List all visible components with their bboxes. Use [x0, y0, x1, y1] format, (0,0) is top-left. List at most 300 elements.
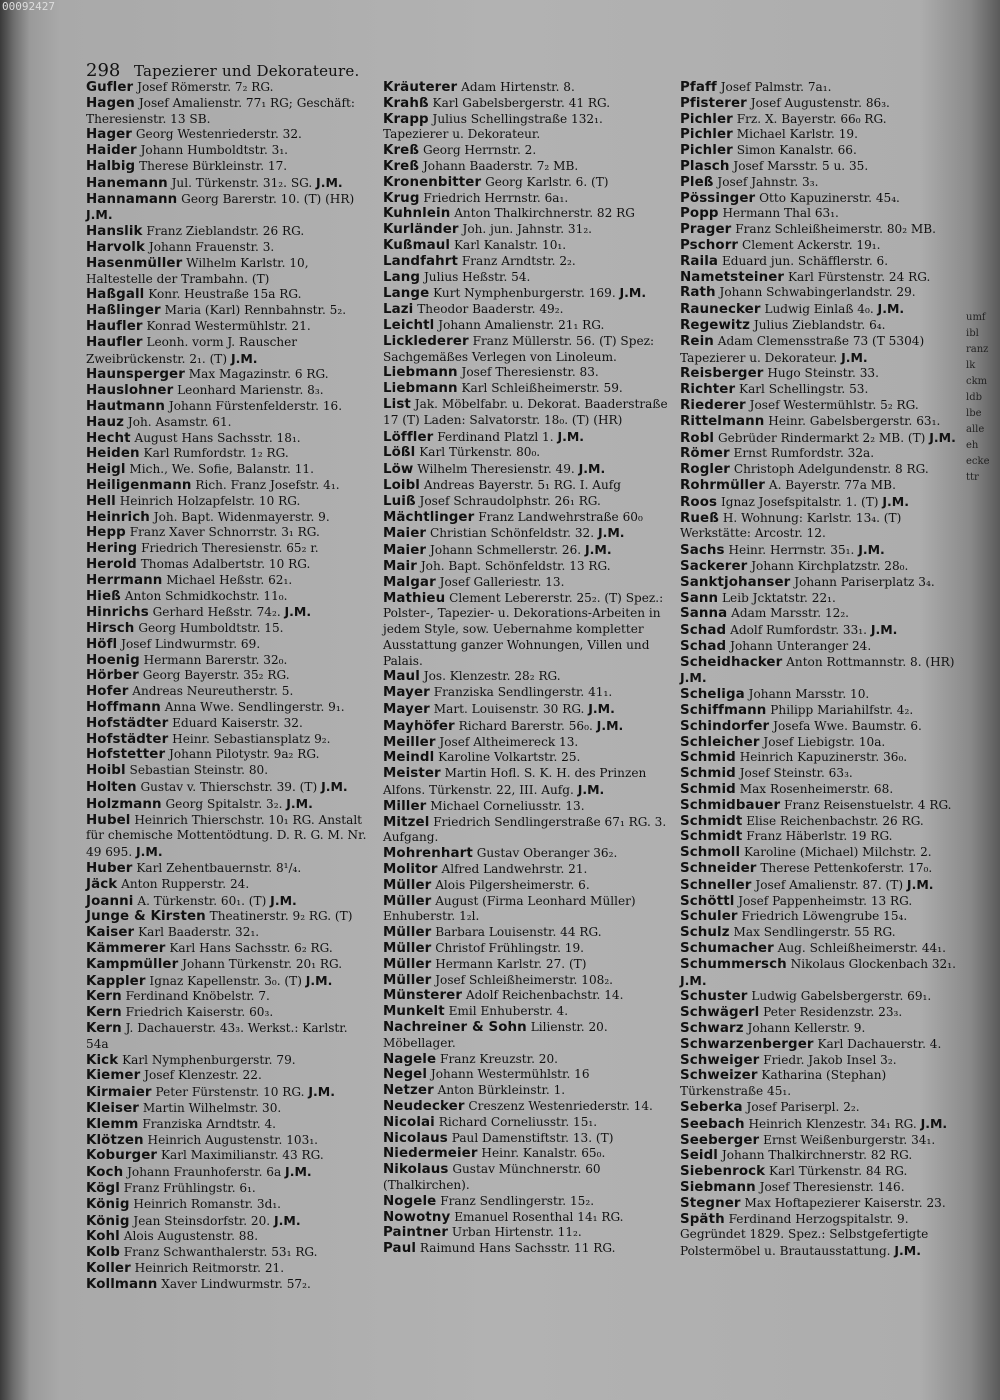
directory-entry: [86, 383, 372, 399]
directory-entry: [86, 1117, 372, 1133]
directory-entry: [383, 701, 671, 718]
entry-name: Roos: [680, 494, 718, 510]
directory-entry: [86, 510, 372, 526]
entry-name: Rogler: [680, 462, 730, 478]
directory-entry: [680, 191, 962, 207]
entry-details: Johann Pilotystr. 9a₂ RG.: [169, 747, 320, 762]
directory-entry: [86, 732, 372, 748]
directory-entry: [680, 80, 962, 96]
entry-name: Kern: [86, 1005, 122, 1021]
directory-entry: [383, 206, 671, 222]
entry-name: Lang: [383, 269, 421, 285]
entry-details: Andreas Bayerstr. 5₁ RG. I. Aufg: [423, 477, 622, 492]
directory-entry: [86, 909, 372, 925]
entry-details: Michael Karlstr. 19.: [736, 127, 858, 142]
directory-entry: [680, 222, 962, 238]
entry-details: Otto Kapuzinerstr. 45₄.: [759, 190, 900, 205]
directory-entry: [86, 861, 372, 877]
directory-entry: [86, 287, 372, 303]
entry-details: Ferdinand Platzl 1.: [437, 429, 554, 444]
directory-entry: [383, 494, 671, 510]
entry-name: Herold: [86, 556, 137, 572]
entry-details: Heinrich Romanstr. 3d₁.: [133, 1196, 282, 1211]
entry-name: Maier: [383, 526, 427, 542]
directory-entry: [680, 334, 962, 367]
directory-entry: [86, 1101, 372, 1117]
directory-entry: [680, 238, 962, 254]
entry-name: Lange: [383, 286, 430, 302]
directory-entry: [680, 511, 962, 543]
entry-details: Adolf Reichenbachstr. 14.: [465, 988, 624, 1003]
directory-entry: [86, 1068, 372, 1084]
entry-name: Kolb: [86, 1245, 120, 1261]
entry-details: Joh. Bapt. Widenmayerstr. 9.: [153, 509, 330, 524]
entry-details: Adam Clemensstraße 73 (T 5304) Tapezierer u. Dekorateur.: [680, 333, 925, 365]
entry-name: Scheidhacker: [680, 654, 783, 670]
directory-entry: [383, 988, 671, 1004]
directory-entry: [383, 669, 671, 685]
entry-name: Mohrenhart: [383, 846, 473, 862]
entry-name: Krug: [383, 190, 420, 206]
guild-member-mark: J.M.: [285, 1164, 312, 1180]
entry-name: Seidl: [680, 1148, 718, 1164]
entry-details: A. Bayerstr. 77a MB.: [768, 477, 896, 492]
entry-name: Heigl: [86, 462, 126, 478]
guild-member-mark: J.M.: [86, 207, 113, 223]
entry-details: Sebastian Steinstr. 80.: [129, 763, 269, 778]
entry-details: Johann Fraunhoferstr. 6a: [127, 1165, 282, 1180]
entry-name: Leichtl: [383, 317, 435, 333]
entry-name: Kern: [86, 1021, 122, 1037]
entry-name: Junge & Kirsten: [86, 909, 206, 925]
adjacent-page-edge: [966, 310, 1000, 486]
entry-details: Eduard Kaiserstr. 32.: [172, 715, 303, 730]
entry-name: Kern: [86, 989, 122, 1005]
entry-details: Karoline Volkartstr. 25.: [438, 750, 581, 765]
directory-entry: [383, 254, 671, 270]
entry-details: Franz Frühlingstr. 6₁.: [123, 1180, 256, 1195]
entry-details: Josef Marsstr. 5 u. 35.: [733, 158, 869, 173]
entry-details: Ferdinand Knöbelstr. 7.: [125, 989, 270, 1004]
directory-entry: [680, 735, 962, 751]
entry-details: Ernst Rumfordstr. 32a.: [733, 446, 875, 461]
entry-name: Schummersch: [680, 956, 787, 972]
entry-details: Aug. Schleißheimerstr. 44₁.: [777, 941, 946, 956]
entry-details: Heinr. Herrnstr. 35₁.: [728, 543, 855, 558]
directory-entry: [383, 365, 671, 381]
entry-name: Müller: [383, 877, 432, 893]
entry-name: Raila: [680, 253, 719, 269]
entry-name: Netzer: [383, 1083, 434, 1099]
entry-name: Römer: [680, 446, 730, 462]
entry-details: Karl Hans Sachsstr. 6₂ RG.: [169, 941, 333, 956]
directory-entry: [86, 893, 372, 910]
directory-entry: [680, 845, 962, 861]
entry-name: Niedermeier: [383, 1146, 478, 1162]
directory-entry: [86, 127, 372, 143]
entry-details: Max Rosenheimerstr. 68.: [739, 782, 894, 797]
entry-name: Schneller: [680, 877, 752, 893]
entry-name: Riederer: [680, 397, 746, 413]
entry-name: Miller: [383, 798, 427, 814]
directory-entry: [383, 270, 671, 286]
entry-details: Wilhelm Theresienstr. 49.: [417, 462, 575, 477]
directory-entry: [383, 159, 671, 175]
entry-name: Haßgall: [86, 287, 145, 303]
entry-name: Luiß: [383, 493, 416, 509]
directory-entry: [680, 861, 962, 877]
directory-entry: [86, 1164, 372, 1181]
entry-name: Müller: [383, 956, 432, 972]
entry-name: Hoibl: [86, 763, 126, 779]
directory-entry: [680, 750, 962, 766]
directory-entry: [383, 750, 671, 766]
entry-name: Kampmüller: [86, 956, 179, 972]
entry-details: Friedrich Theresienstr. 65₂ r.: [141, 541, 319, 556]
directory-entry: [383, 381, 671, 397]
entry-details: Karl Zehentbauernstr. 8¹/₄.: [136, 861, 302, 876]
entry-name: Schweiger: [680, 1052, 760, 1068]
directory-entry: [383, 1099, 671, 1115]
directory-entry: [86, 1197, 372, 1213]
entry-name: Lößl: [383, 445, 416, 461]
directory-entry: [383, 478, 671, 494]
edge-fragment: lk: [966, 360, 976, 371]
entry-details: Thomas Adalbertstr. 10 RG.: [140, 556, 311, 571]
edge-fragment: ttr: [966, 472, 979, 483]
directory-entry: [680, 478, 962, 494]
entry-details: Karl Türkenstr. 80₀.: [419, 445, 541, 460]
entry-name: Schmoll: [680, 845, 741, 861]
entry-details: Alfred Landwehrstr. 21.: [441, 862, 588, 877]
directory-entry: [86, 143, 372, 159]
entry-details: Johann Fürstenfelderstr. 16.: [168, 398, 343, 413]
entry-details: Theatinerstr. 9₂ RG. (T): [209, 909, 353, 924]
entry-details: Josef Liebigstr. 10a.: [763, 734, 886, 749]
entry-name: Koburger: [86, 1148, 158, 1164]
entry-name: Maier: [383, 543, 427, 559]
entry-name: Meindl: [383, 750, 435, 766]
entry-name: Müller: [383, 893, 432, 909]
directory-entry: [383, 766, 671, 799]
entry-details: Karl Schleißheimerstr. 59.: [461, 381, 623, 396]
entry-details: Heinr. Gabelsbergerstr. 63₁.: [768, 413, 941, 428]
entry-details: Creszenz Westenriederstr. 14.: [468, 1099, 653, 1113]
guild-member-mark: J.M.: [270, 892, 297, 908]
entry-details: Josef Westermühlstr. 5₂ RG.: [749, 397, 919, 412]
entry-details: Josef Römerstr. 7₂ RG.: [137, 80, 274, 94]
entry-details: Johann Frauenstr. 3.: [148, 239, 275, 254]
directory-column-3: [680, 80, 962, 1260]
entry-details: Johann Unteranger 24.: [730, 638, 872, 653]
directory-entry: [680, 925, 962, 941]
directory-entry: [86, 716, 372, 732]
entry-name: Mächtlinger: [383, 509, 475, 525]
entry-details: Max Hoftapezierer Kaiserstr. 23.: [744, 1195, 946, 1210]
entry-name: Schwarzenberger: [680, 1036, 814, 1052]
directory-entry: [86, 747, 372, 763]
entry-details: Leonh. vorm J. Rauscher Zweibrückenstr. 2₁. (T): [86, 334, 298, 366]
entry-name: Gufler: [86, 80, 134, 95]
entry-details: Johann Schmellerstr. 26.: [430, 543, 582, 558]
directory-entry: [383, 685, 671, 701]
directory-entry: [680, 96, 962, 112]
entry-details: Johann Schwabingerlandstr. 29.: [719, 285, 916, 300]
entry-details: Mich., We. Sofie, Balanstr. 11.: [129, 462, 314, 477]
directory-entry: [680, 318, 962, 334]
entry-name: Schiffmann: [680, 703, 767, 719]
entry-name: Rein: [680, 333, 714, 349]
directory-entry: [680, 606, 962, 622]
entry-details: Hermann Karlstr. 27. (T): [435, 956, 587, 971]
entry-details: Johann Kirchplatzstr. 28₀.: [751, 558, 909, 573]
entry-name: Paul: [383, 1241, 417, 1257]
entry-details: Friedr. Jakob Insel 3₂.: [763, 1052, 897, 1067]
guild-member-mark: J.M.: [619, 285, 647, 301]
entry-name: Pschorr: [680, 237, 739, 253]
entry-details: Friedrich Kaiserstr. 60₃.: [125, 1005, 274, 1020]
entry-name: Haufler: [86, 318, 143, 334]
directory-entry: [680, 542, 962, 559]
entry-name: Nachreiner & Sohn: [383, 1020, 527, 1036]
entry-details: Lilienstr. 20. Möbellager.: [383, 1020, 608, 1050]
entry-details: Karoline (Michael) Milchstr. 2.: [744, 845, 932, 860]
entry-name: Krahß: [383, 95, 429, 111]
entry-details: Michael Corneliusstr. 13.: [430, 798, 585, 813]
entry-name: Siebenrock: [680, 1164, 766, 1180]
entry-name: Robl: [680, 430, 715, 446]
entry-details: Johann Marsstr. 10.: [748, 687, 870, 702]
directory-entry: [383, 846, 671, 862]
entry-details: Joh. Bapt. Schönfeldstr. 13 RG.: [420, 558, 611, 573]
directory-entry: [680, 894, 962, 910]
guild-member-mark: J.M.: [841, 349, 868, 365]
directory-entry: [680, 782, 962, 798]
directory-entry: [86, 941, 372, 957]
entry-name: Schmidt: [680, 829, 743, 845]
entry-details: Anton Schmidkochstr. 11₀.: [124, 588, 288, 603]
entry-details: Martin Hofl. S. K. H. des Prinzen Alfons. Türkenstr. 22, III. Aufg.: [383, 766, 647, 798]
entry-details: Hermann Thal 63₁.: [722, 206, 839, 221]
entry-name: Rohrmüller: [680, 477, 765, 493]
edge-fragment: ecke: [966, 456, 990, 467]
entry-name: Schmid: [680, 750, 736, 766]
directory-entry: [383, 957, 671, 973]
entry-name: Heiden: [86, 446, 140, 462]
directory-entry: [680, 639, 962, 655]
directory-entry: [383, 191, 671, 207]
entry-details: Andreas Neureutherstr. 5.: [132, 684, 294, 699]
entry-name: Hager: [86, 127, 133, 143]
directory-entry: [86, 1277, 372, 1293]
directory-entry: [86, 573, 372, 589]
directory-entry: [383, 973, 671, 989]
entry-name: Haunsperger: [86, 367, 185, 383]
entry-details: Jak. Möbelfabr. u. Dekorat. Baaderstraße 17 (T) Laden: Salvatorstr. 18₀. (T) (HR): [383, 396, 668, 427]
directory-entry: [86, 1084, 372, 1101]
directory-entry: [383, 1115, 671, 1131]
entry-details: H. Wohnung: Karlstr. 13₄. (T) Werkstätte: Arcostr. 12.: [680, 510, 902, 541]
entry-details: Nikolaus Glockenbach 32₁.: [790, 956, 956, 971]
entry-details: Johann Kellerstr. 9.: [747, 1021, 866, 1036]
directory-entry: [86, 989, 372, 1005]
directory-entry: [86, 1021, 372, 1053]
directory-entry: [680, 719, 962, 735]
entry-details: Max Sendlingerstr. 55 RG.: [733, 925, 896, 940]
directory-entry: [680, 798, 962, 814]
entry-name: König: [86, 1196, 130, 1212]
entry-name: Müller: [383, 941, 432, 957]
entry-details: Josef Amalienstr. 87. (T): [755, 877, 904, 892]
entry-details: Josef Schraudolphstr. 26₁ RG.: [419, 493, 601, 508]
entry-name: Pleß: [680, 174, 714, 190]
entry-name: Schindorfer: [680, 718, 770, 734]
entry-details: Karl Dachauerstr. 4.: [817, 1036, 942, 1051]
directory-entry: [86, 1053, 372, 1069]
entry-name: Molitor: [383, 862, 438, 878]
entry-name: Hoenig: [86, 652, 140, 668]
entry-name: Schuler: [680, 909, 738, 925]
entry-name: Rueß: [680, 510, 719, 526]
entry-name: Meister: [383, 766, 441, 782]
guild-member-mark: J.M.: [894, 1243, 921, 1259]
directory-entry: [86, 319, 372, 335]
directory-entry: [680, 941, 962, 957]
directory-entry: [383, 815, 671, 847]
guild-member-mark: J.M.: [284, 604, 312, 620]
directory-entry: [86, 224, 372, 240]
entry-details: Franz Landwehrstraße 60₀: [478, 509, 643, 524]
entry-details: Ernst Weißenburgerstr. 34₁.: [763, 1132, 936, 1147]
directory-entry: [680, 1212, 962, 1260]
directory-entry: [680, 446, 962, 462]
directory-entry: [680, 159, 962, 175]
edge-fragment: ldb: [966, 392, 983, 403]
entry-details: Maria (Karl) Rennbahnstr. 5₂.: [164, 303, 347, 318]
guild-member-mark: J.M.: [577, 782, 605, 798]
entry-name: Kirmaier: [86, 1085, 152, 1101]
directory-entry: [383, 575, 671, 591]
directory-entry: [86, 1213, 372, 1230]
guild-member-mark: J.M.: [588, 701, 615, 717]
entry-name: List: [383, 396, 411, 412]
entry-details: Josef Theresienstr. 83.: [461, 365, 599, 380]
directory-entry: [680, 254, 962, 270]
directory-entry: [680, 301, 962, 318]
guild-member-mark: J.M.: [578, 461, 606, 477]
directory-entry: [86, 192, 372, 225]
entry-details: Barbara Louisenstr. 44 RG.: [435, 925, 602, 940]
entry-details: Christian Schönfeldstr. 32.: [430, 526, 595, 541]
entry-name: Liebmann: [383, 381, 458, 397]
entry-details: Anton Rottmannstr. 8. (HR): [786, 654, 955, 669]
entry-details: Johann Türkenstr. 20₁ RG.: [182, 956, 343, 971]
entry-name: Hirsch: [86, 621, 135, 637]
entry-details: Jul. Türkenstr. 31₂. SG.: [171, 175, 313, 190]
entry-details: Josef Pappenheimstr. 13 RG.: [738, 893, 913, 908]
entry-details: Josef Steinstr. 63₃.: [739, 766, 853, 781]
entry-name: Höfl: [86, 636, 118, 652]
directory-entry: [383, 461, 671, 478]
entry-details: Ludwig Einlaß 4₀.: [764, 302, 874, 317]
entry-name: Hinrichs: [86, 605, 149, 621]
entry-name: Hieß: [86, 588, 121, 604]
entry-name: Haufler: [86, 334, 143, 350]
entry-details: Franz Kreuzstr. 20.: [440, 1051, 559, 1066]
entry-name: Nicolai: [383, 1114, 435, 1130]
entry-details: Eduard jun. Schäfflerstr. 6.: [721, 253, 889, 268]
entry-details: Josef Palmstr. 7a₁.: [720, 80, 832, 94]
guild-member-mark: J.M.: [316, 174, 343, 190]
entry-name: Schweizer: [680, 1068, 758, 1084]
entry-details: Raimund Hans Sachsstr. 11 RG.: [419, 1241, 616, 1256]
entry-details: August Hans Sachsstr. 18₁.: [134, 430, 301, 445]
entry-details: Richard Barerstr. 56₀.: [458, 718, 593, 733]
entry-name: Kohl: [86, 1229, 120, 1245]
entry-details: Gustav Oberanger 36₂.: [476, 846, 618, 861]
directory-entry: [86, 399, 372, 415]
entry-name: Nogele: [383, 1193, 437, 1209]
guild-member-mark: J.M.: [929, 429, 956, 445]
entry-details: Therese Pettenkoferstr. 17₀.: [760, 861, 933, 876]
entry-details: Franziska Arndtstr. 4.: [142, 1116, 276, 1131]
directory-entry: [86, 589, 372, 605]
entry-details: Rich. Franz Josefstr. 4₁.: [195, 477, 340, 492]
entry-name: Nikolaus: [383, 1162, 449, 1178]
entry-details: Josefa Wwe. Baumstr. 6.: [773, 718, 922, 733]
entry-name: Huber: [86, 861, 133, 877]
directory-entry: [383, 718, 671, 735]
directory-entry: [680, 398, 962, 414]
guild-member-mark: J.M.: [870, 622, 898, 638]
entry-details: Karl Schellingstr. 53.: [739, 382, 869, 397]
entry-details: Josef Galleriestr. 13.: [439, 574, 565, 589]
entry-name: Hautmann: [86, 398, 166, 414]
entry-name: Meiller: [383, 734, 436, 750]
directory-entry: [86, 335, 372, 368]
entry-name: Prager: [680, 222, 732, 238]
guild-member-mark: J.M.: [321, 779, 348, 795]
directory-entry: [86, 1261, 372, 1277]
entry-name: Richter: [680, 382, 736, 398]
edge-fragment: umf: [966, 312, 986, 323]
directory-entry: [680, 575, 962, 591]
entry-name: Halbig: [86, 158, 136, 174]
entry-details: Friedrich Herrnstr. 6a₁.: [423, 190, 569, 205]
directory-entry: [680, 494, 962, 511]
entry-details: Johann Baaderstr. 7₂ MB.: [422, 158, 579, 173]
directory-entry: [383, 429, 671, 446]
entry-name: Holten: [86, 780, 137, 796]
directory-entry: [383, 878, 671, 894]
entry-details: Therese Bürkleinstr. 17.: [139, 158, 288, 173]
entry-name: Hoffmann: [86, 700, 161, 716]
directory-entry: [680, 127, 962, 143]
directory-entry: [680, 829, 962, 845]
entry-name: Rath: [680, 285, 716, 301]
entry-name: Kuhnlein: [383, 206, 451, 222]
directory-entry: [86, 159, 372, 175]
entry-details: Anna Wwe. Sendlingerstr. 9₁.: [164, 700, 345, 715]
directory-entry: [383, 799, 671, 815]
guild-member-mark: J.M.: [557, 428, 585, 444]
entry-details: Johann Pariserplatz 3₄.: [794, 574, 935, 589]
entry-name: Maul: [383, 669, 420, 685]
entry-details: Richard Corneliusstr. 15₁.: [438, 1114, 598, 1129]
entry-details: Josef Jahnstr. 3₃.: [717, 174, 819, 189]
entry-details: Mart. Louisenstr. 30 RG.: [433, 702, 585, 717]
entry-name: Schmid: [680, 766, 736, 782]
